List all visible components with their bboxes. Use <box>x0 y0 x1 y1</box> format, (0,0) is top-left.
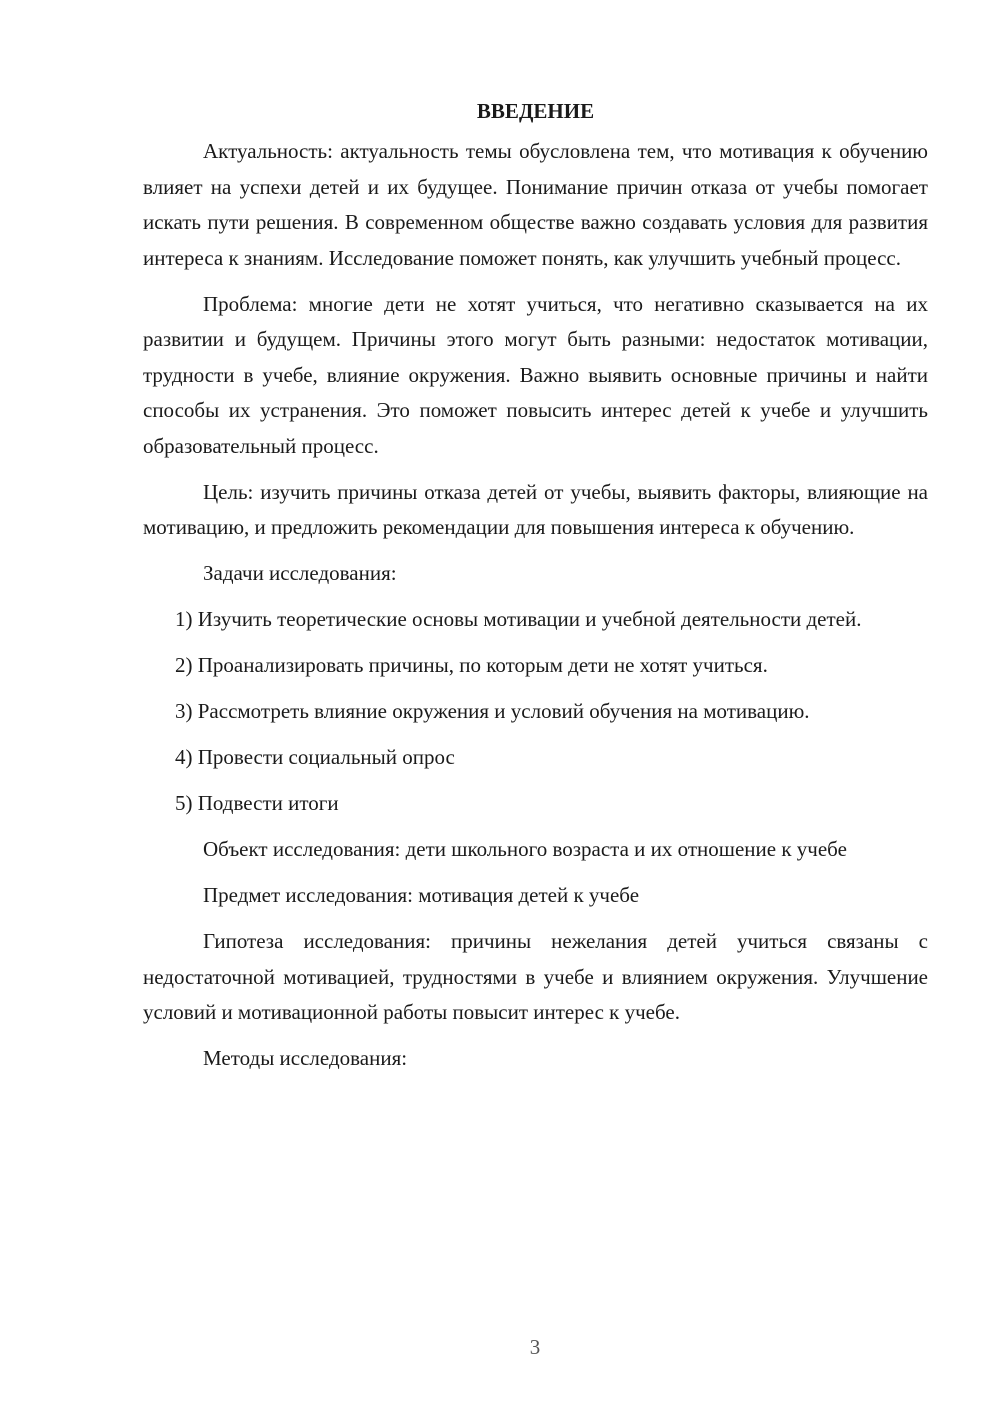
paragraph-subject: Предмет исследования: мотивация детей к учебе <box>203 883 640 907</box>
paragraph-problem: Проблема: многие дети не хотят учиться, что негативно сказывается на их развитии и будущем. Причины этого могут быть разными: недостаток мотивации, трудности в учебе, влияние окружения. Важно выявить основные причины и найти способы их устранения. Это поможет повысить интерес детей к учебе и улучшить образовательный процесс. <box>143 291 928 458</box>
section-title: ВВЕДЕНИЕ <box>476 99 595 123</box>
paragraph-goal: Цель: изучить причины отказа детей от учебы, выявить факторы, влияющие на мотивацию, и предложить рекомендации для повышения интереса к обучению. <box>143 479 928 539</box>
list-item-task-4: 4) Провести социальный опрос <box>175 745 455 769</box>
list-item-task-3: 3) Рассмотреть влияние окружения и условий обучения на мотивацию. <box>175 699 810 723</box>
paragraph-hypothesis: Гипотеза исследования: причины нежелания детей учиться связаны с недостаточной мотивацией, трудностями в учебе и влиянием окружения. Улучшение условий и мотивационной работы повысит интерес к учебе. <box>143 929 928 1024</box>
paragraph-relevance: Актуальность: актуальность темы обусловлена тем, что мотивация к обучению влияет на успехи детей и их будущее. Понимание причин отказа от учебы помогает искать пути решения. В современном обществе важно создавать условия для развития интереса к знаниям. Исследование поможет понять, как улучшить учебный процесс. <box>143 139 928 270</box>
paragraph-object: Объект исследования: дети школьного возраста и их отношение к учебе <box>203 837 847 861</box>
paragraph-methods: Методы исследования: <box>203 1046 408 1070</box>
list-item-task-2: 2) Проанализировать причины, по которым дети не хотят учиться. <box>175 653 768 677</box>
paragraph-tasks-heading: Задачи исследования: <box>203 561 397 585</box>
page-number: 3 <box>529 1335 541 1359</box>
list-item-task-1: 1) Изучить теоретические основы мотивации и учебной деятельности детей. <box>175 607 862 631</box>
page-content <box>143 96 928 1077</box>
list-item-task-5: 5) Подвести итоги <box>175 791 339 815</box>
